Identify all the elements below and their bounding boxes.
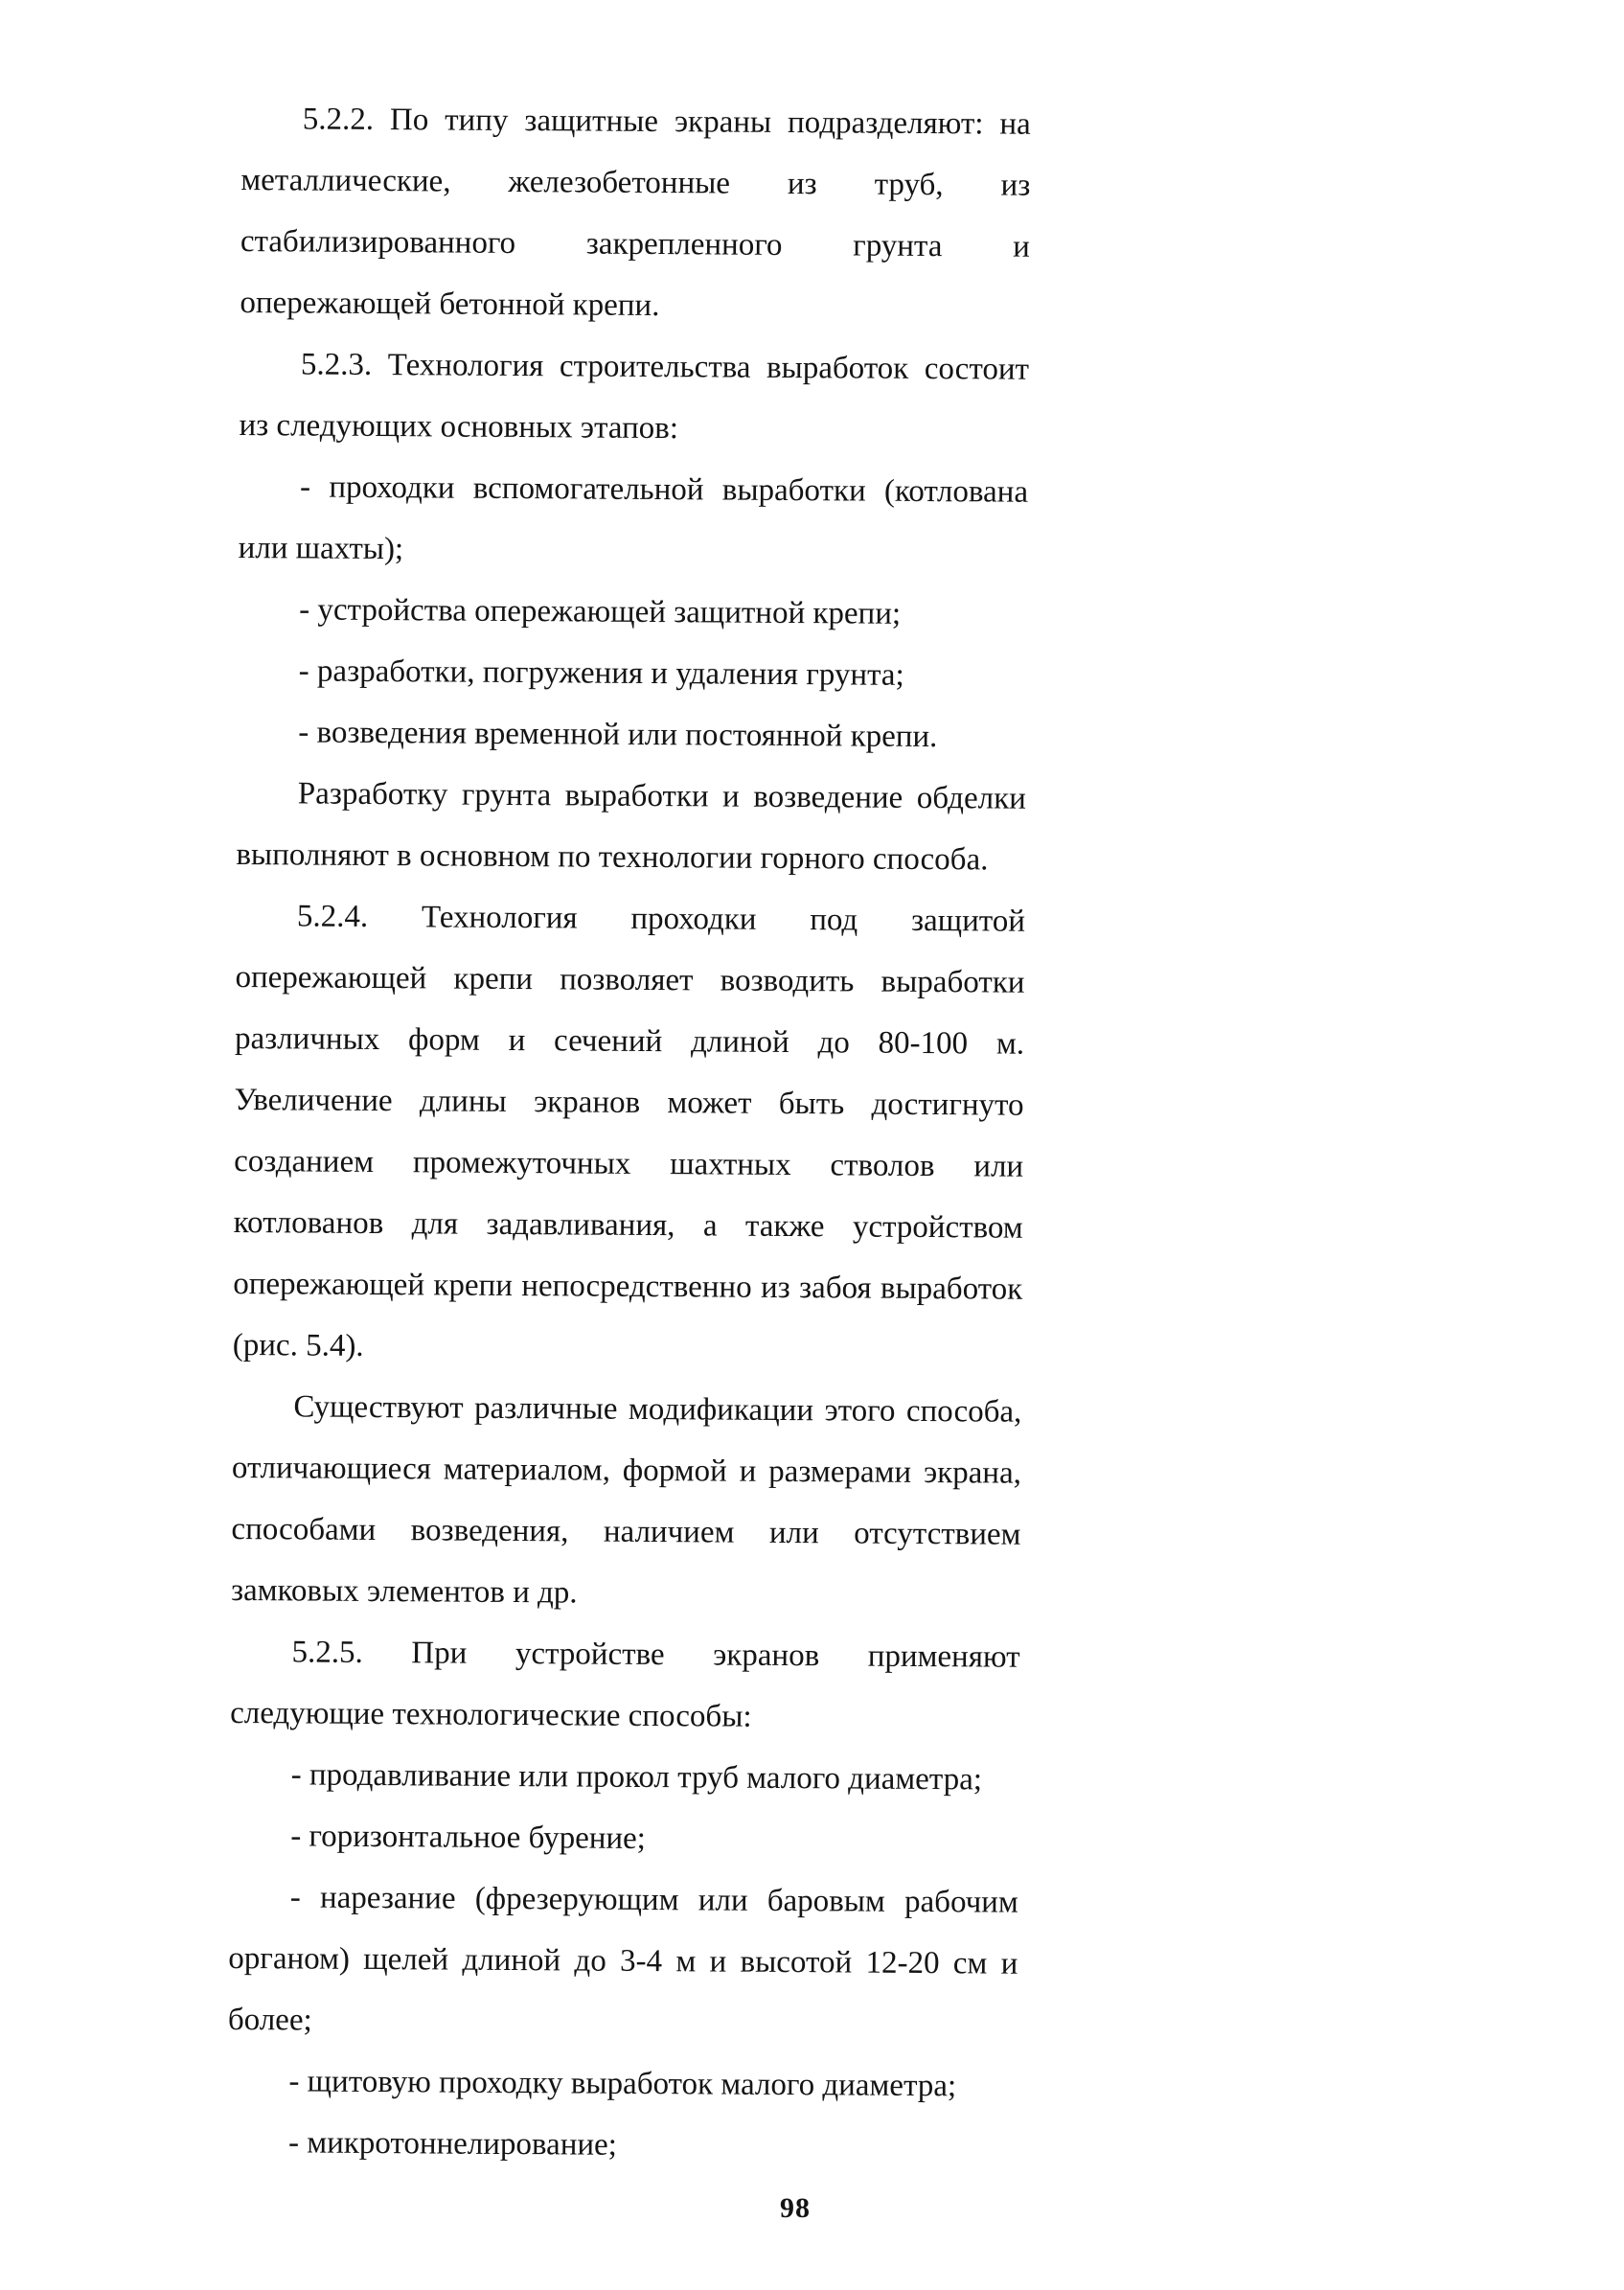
list-item: - разработки, погружения и удаления грунта; xyxy=(298,653,904,693)
paragraph: 5.2.2. По типу защитные экраны подразделяют: на металлические, железобетонные из труб, из стабилизированного закрепленного грунта и опережающей бетонной крепи. xyxy=(240,102,1031,324)
paragraph: 5.2.3. Технология строительства выработок состоит из следующих основных этапов: xyxy=(239,347,1030,447)
list-item: - горизонтальное бурение; xyxy=(290,1819,647,1856)
list-item: - возведения временной или постоянной крепи. xyxy=(298,715,938,755)
list-item: - проходки вспомогательной выработки (котлована или шахты); xyxy=(238,469,1029,567)
list-item: - продавливание или прокол труб малого диаметра; xyxy=(290,1757,983,1798)
page-number: 98 xyxy=(780,2192,811,2224)
list-item: - нарезание (фрезерующим или баровым рабочим органом) щелей длиной до 3-4 м и высотой 12-20 см и более; xyxy=(227,1880,1018,2038)
list-item: - устройства опережающей защитной крепи; xyxy=(299,592,902,631)
list-item: - щитовую проходку выработок малого диаметра; xyxy=(288,2064,957,2104)
list-item: - микротоннелирование; xyxy=(287,2125,618,2163)
paragraph: Существуют различные модификации этого способа, отличающиеся материалом, формой и размерами экрана, способами возведения, наличием или отсутствием замковых элементов и др. xyxy=(230,1389,1022,1611)
paragraph: Разработку грунта выработки и возведение обделки выполняют в основном по технологии горного способа. xyxy=(236,776,1026,878)
text-block xyxy=(227,88,1031,2179)
paragraph: 5.2.4. Технология проходки под защитой опережающей крепи позволяет возводить выработки различных форм и сечений длиной до 80-100 м. Увеличение длины экранов может быть достигнуто созданием промежуточных шахтных стволов или котлованов для задавливания, а также устройством опережающей крепи непосредственно из забоя выработок (рис. 5.4). xyxy=(232,899,1026,1363)
paragraph: 5.2.5. При устройстве экранов применяют следующие технологические способы: xyxy=(230,1635,1020,1734)
